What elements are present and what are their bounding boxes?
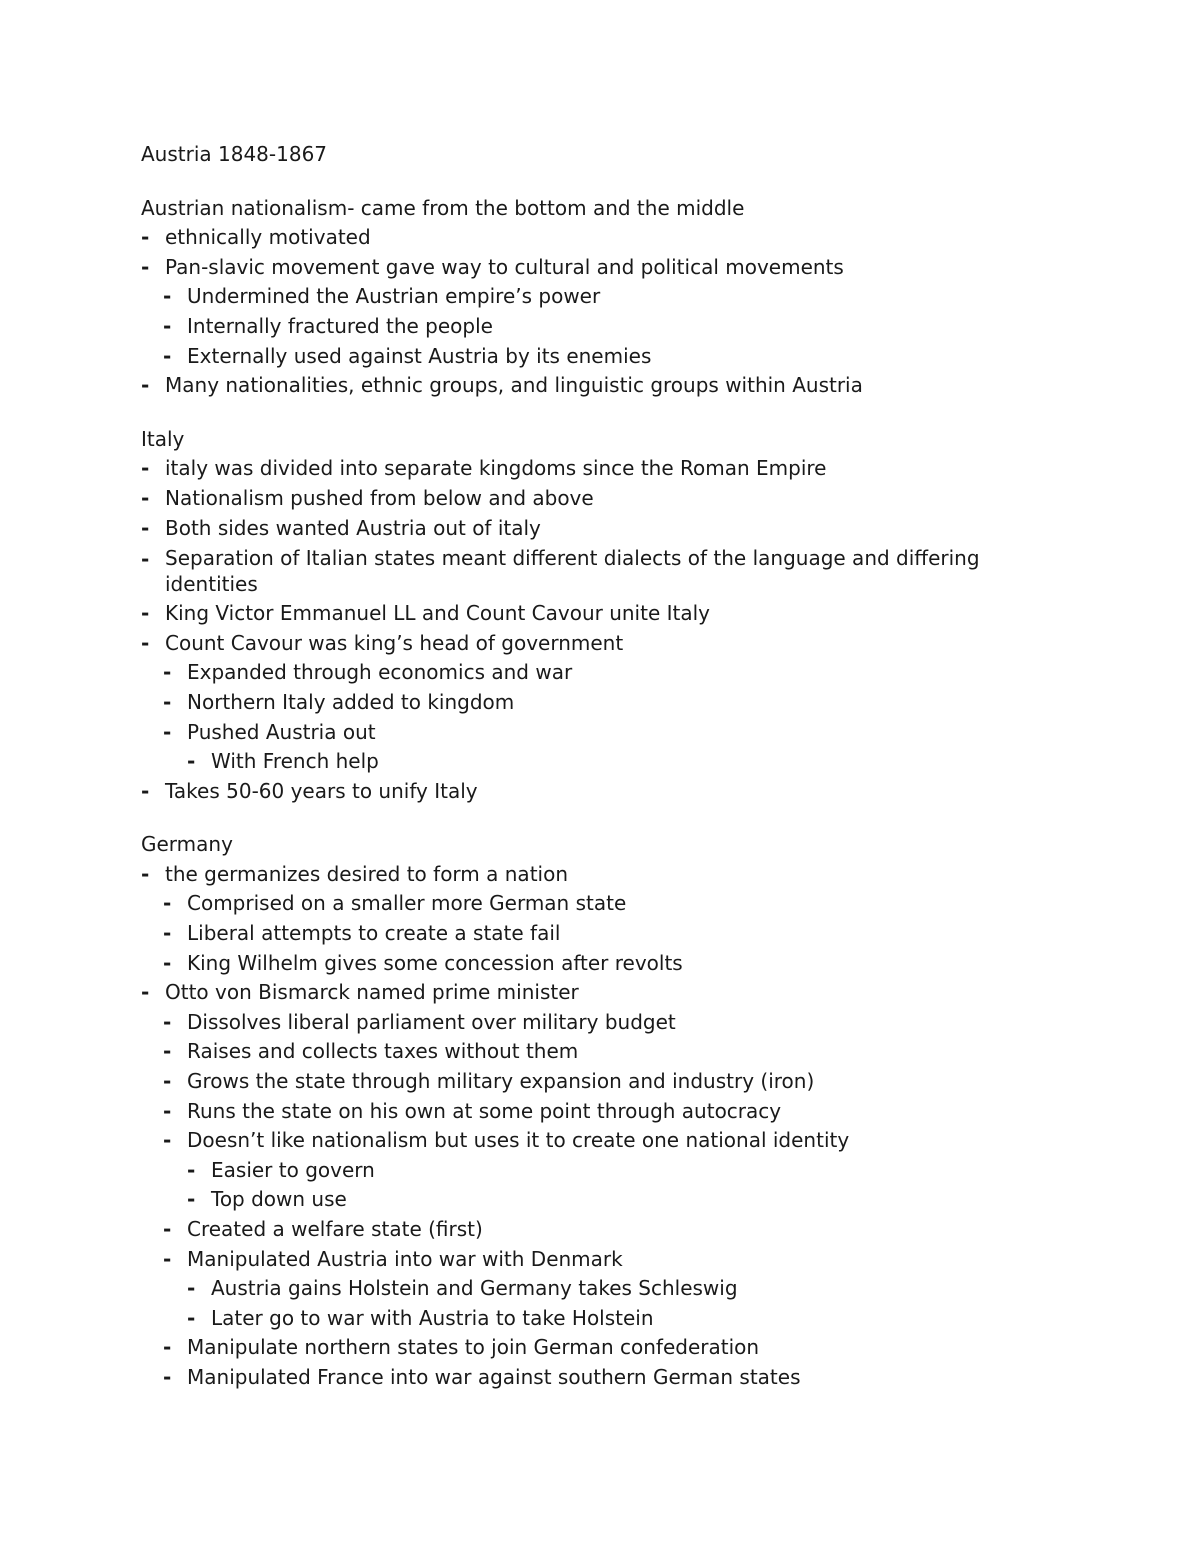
dash-bullet: - bbox=[163, 313, 172, 338]
dash-bullet: - bbox=[163, 1364, 172, 1389]
list-item-text: Created a welfare state (first) bbox=[187, 1217, 483, 1241]
spacer bbox=[141, 170, 1061, 194]
list-item bbox=[163, 688, 1061, 718]
list-item bbox=[187, 1304, 1061, 1334]
list-item-text: Northern Italy added to kingdom bbox=[187, 689, 515, 714]
list-item-text: Runs the state on his own at some point through autocracy bbox=[187, 1098, 782, 1123]
list-item-text: italy was divided into separate kingdoms since the Roman Empire bbox=[165, 456, 827, 481]
dash-bullet: - bbox=[163, 343, 172, 368]
dash-bullet: - bbox=[141, 547, 150, 572]
dash-bullet: - bbox=[187, 749, 196, 774]
dash-bullet: - bbox=[187, 1157, 196, 1182]
list-item-text: Raises and collects taxes without them bbox=[187, 1039, 579, 1064]
dash-bullet: - bbox=[163, 1069, 172, 1094]
spacer bbox=[141, 806, 1061, 830]
list-item bbox=[163, 658, 1061, 688]
list-item bbox=[141, 514, 1061, 544]
list-item-text: Grows the state through military expansion and industry (iron) bbox=[187, 1069, 815, 1094]
dash-bullet: - bbox=[141, 225, 150, 250]
list-item bbox=[163, 1037, 1061, 1067]
dash-bullet: - bbox=[163, 1098, 172, 1123]
list-item-text: Takes 50-60 years to unify Italy bbox=[165, 778, 478, 803]
dash-bullet: - bbox=[163, 1039, 172, 1064]
document-body bbox=[141, 140, 1061, 1393]
dash-bullet: - bbox=[163, 1246, 172, 1271]
list-item bbox=[163, 718, 1061, 748]
section-heading-germany: Germany bbox=[141, 832, 233, 857]
list-item-text: With French help bbox=[211, 749, 379, 774]
list-item-text: Otto von Bismarck named prime minister bbox=[165, 980, 579, 1005]
list-item bbox=[141, 860, 1061, 890]
list-item bbox=[163, 1333, 1061, 1363]
list-item-text: Austria gains Holstein and Germany takes Schleswig bbox=[211, 1276, 738, 1301]
list-item bbox=[163, 312, 1061, 342]
section-heading-austria: Austrian nationalism- came from the bottom and the middle bbox=[141, 195, 745, 220]
list-item bbox=[163, 282, 1061, 312]
dash-bullet: - bbox=[163, 689, 172, 714]
dash-bullet: - bbox=[141, 861, 150, 886]
list-item bbox=[163, 342, 1061, 372]
list-item-text: Undermined the Austrian empire’s power bbox=[187, 284, 601, 309]
list-item-text: Manipulated Austria into war with Denmark bbox=[187, 1246, 623, 1271]
list-item bbox=[163, 949, 1061, 979]
list-item bbox=[163, 1067, 1061, 1097]
list-item-text: Count Cavour was king’s head of government bbox=[165, 630, 624, 655]
list-item-text: Doesn’t like nationalism but uses it to create one national identity bbox=[187, 1128, 850, 1153]
dash-bullet: - bbox=[141, 980, 150, 1005]
list-item bbox=[187, 1156, 1061, 1186]
list-item bbox=[163, 1126, 1061, 1156]
dash-bullet: - bbox=[163, 660, 172, 685]
dash-bullet: - bbox=[163, 1335, 172, 1360]
list-item-text: King Wilhelm gives some concession after revolts bbox=[187, 950, 683, 975]
list-item bbox=[141, 371, 1061, 401]
list-item-text: Liberal attempts to create a state fail bbox=[187, 921, 561, 946]
dash-bullet: - bbox=[187, 1305, 196, 1330]
list-item bbox=[163, 1097, 1061, 1127]
list-item-text: Pan-slavic movement gave way to cultural and political movements bbox=[165, 254, 844, 279]
list-item bbox=[141, 454, 1061, 484]
dash-bullet: - bbox=[187, 1276, 196, 1301]
list-item-text: Dissolves liberal parliament over military budget bbox=[187, 1009, 676, 1034]
dash-bullet: - bbox=[141, 373, 150, 398]
list-item-text: Top down use bbox=[211, 1187, 347, 1212]
list-item-text: Externally used against Austria by its enemies bbox=[187, 343, 652, 368]
dash-bullet: - bbox=[163, 921, 172, 946]
dash-bullet: - bbox=[141, 778, 150, 803]
dash-bullet: - bbox=[163, 1009, 172, 1034]
list-item-text: Comprised on a smaller more German state bbox=[187, 891, 627, 916]
list-item bbox=[141, 629, 1061, 659]
list-item bbox=[141, 978, 1061, 1008]
dash-bullet: - bbox=[141, 515, 150, 540]
dash-bullet: - bbox=[163, 950, 172, 975]
list-item-text: King Victor Emmanuel LL and Count Cavour unite Italy bbox=[165, 601, 711, 626]
list-item bbox=[163, 1215, 1061, 1245]
list-item-text: Many nationalities, ethnic groups, and linguistic groups within Austria bbox=[165, 373, 863, 398]
spacer bbox=[141, 401, 1061, 425]
list-item-text: Manipulated France into war against southern German states bbox=[187, 1364, 801, 1389]
list-item-text: ethnically motivated bbox=[165, 225, 371, 250]
list-item-text: Separation of Italian states meant different dialects of the language and differing identities bbox=[165, 546, 980, 597]
dash-bullet: - bbox=[141, 485, 150, 510]
list-item bbox=[163, 919, 1061, 949]
list-item-text: Both sides wanted Austria out of italy bbox=[165, 515, 541, 540]
page-title: Austria 1848-1867 bbox=[141, 142, 328, 166]
list-item bbox=[141, 253, 1061, 283]
dash-bullet: - bbox=[187, 1187, 196, 1212]
dash-bullet: - bbox=[163, 1217, 172, 1241]
list-item-text: Expanded through economics and war bbox=[187, 660, 573, 685]
dash-bullet: - bbox=[141, 630, 150, 655]
list-item-text: the germanizes desired to form a nation bbox=[165, 861, 568, 886]
list-item-text: Easier to govern bbox=[211, 1157, 375, 1182]
list-item bbox=[141, 223, 1061, 253]
dash-bullet: - bbox=[163, 719, 172, 744]
list-item-text: Internally fractured the people bbox=[187, 313, 493, 338]
dash-bullet: - bbox=[141, 254, 150, 279]
list-item bbox=[163, 1363, 1061, 1393]
list-item bbox=[141, 599, 1061, 629]
dash-bullet: - bbox=[141, 601, 150, 626]
list-item bbox=[187, 747, 1061, 777]
list-item bbox=[187, 1185, 1061, 1215]
dash-bullet: - bbox=[141, 456, 150, 481]
dash-bullet: - bbox=[163, 891, 172, 916]
list-item bbox=[187, 1274, 1061, 1304]
list-item bbox=[163, 889, 1061, 919]
list-item-text: Manipulate northern states to join German confederation bbox=[187, 1335, 760, 1360]
list-item-text: Later go to war with Austria to take Holstein bbox=[211, 1305, 654, 1330]
dash-bullet: - bbox=[163, 1128, 172, 1153]
list-item-text: Pushed Austria out bbox=[187, 719, 376, 744]
list-item bbox=[141, 543, 1061, 599]
list-item bbox=[163, 1245, 1061, 1275]
list-item bbox=[141, 777, 1061, 807]
list-item bbox=[141, 484, 1061, 514]
list-item-text: Nationalism pushed from below and above bbox=[165, 485, 594, 510]
dash-bullet: - bbox=[163, 284, 172, 309]
section-heading-italy: Italy bbox=[141, 426, 185, 451]
list-item bbox=[163, 1008, 1061, 1038]
